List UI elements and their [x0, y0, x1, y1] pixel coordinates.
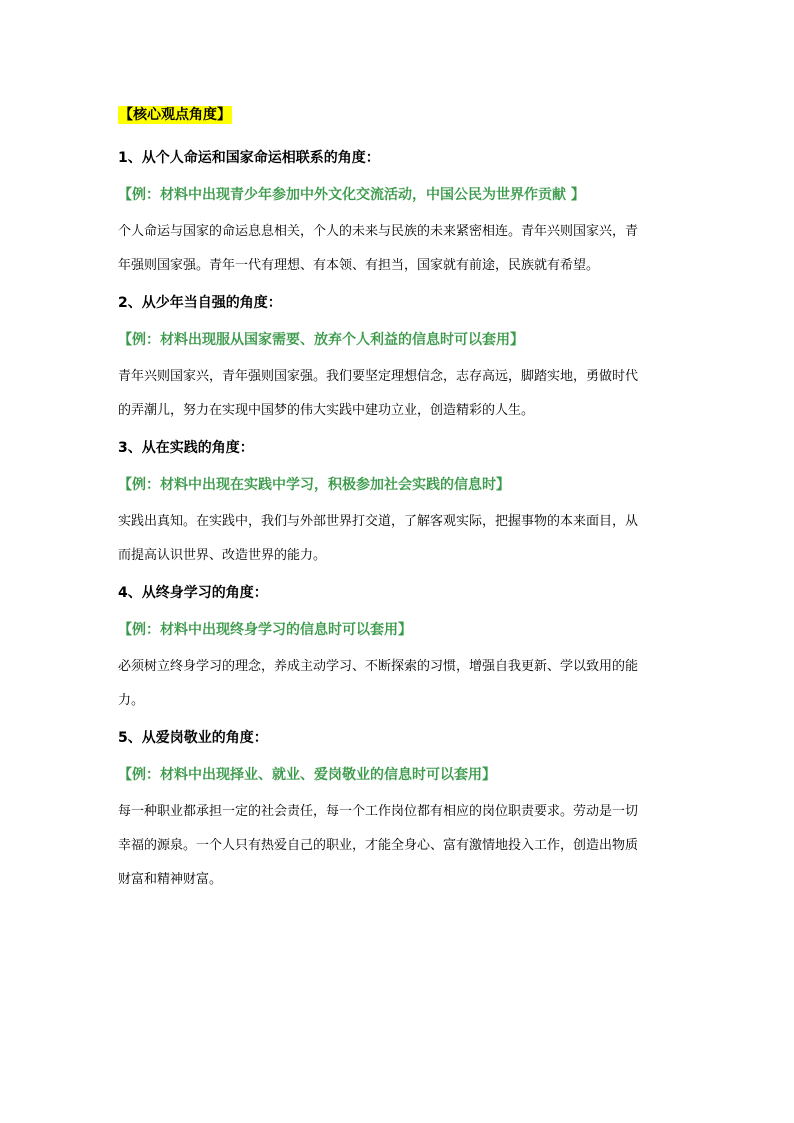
- header-row: [118, 104, 678, 128]
- section-3-example: 【例：材料中出现在实践中学习，积极参加社会实践的信息时】: [118, 477, 510, 493]
- section-4-body-line-1: 必须树立终身学习的理念，养成主动学习、不断探索的习惯，增强自我更新、学以致用的能: [118, 659, 639, 674]
- section-1-body-line-1: 个人命运与国家的命运息息相关，个人的未来与民族的未来紧密相连。青年兴则国家兴，青: [118, 224, 639, 239]
- section-5-body-line-1: 每一种职业都承担一定的社会责任，每一个工作岗位都有相应的岗位职责要求。劳动是一切: [118, 804, 639, 819]
- section-1-heading: 1、从个人命运和国家命运相联系的角度：: [118, 150, 380, 166]
- section-5-heading: 5、从爱岗敬业的角度：: [118, 730, 268, 746]
- section-3-body-line-2: 而提高认识世界、改造世界的能力。: [118, 548, 327, 563]
- section-2-example: 【例：材料出现服从国家需要、放弃个人利益的信息时可以套用】: [118, 332, 524, 348]
- section-1-example: 【例：材料中出现青少年参加中外文化交流活动，中国公民为世界作贡献 】: [118, 187, 585, 203]
- section-4: [118, 583, 678, 718]
- section-3-heading: 3、从在实践的角度：: [118, 440, 254, 456]
- section-3: [118, 438, 678, 573]
- section-2-body-line-2: 的弄潮儿，努力在实现中国梦的伟大实践中建功立业，创造精彩的人生。: [118, 403, 535, 418]
- document-page: [118, 104, 678, 897]
- section-2: [118, 293, 678, 428]
- section-5: [118, 728, 678, 897]
- section-4-heading: 4、从终身学习的角度：: [118, 585, 268, 601]
- section-5-body-line-3: 财富和精神财富。: [118, 872, 223, 887]
- section-1-body-line-2: 年强则国家强。青年一代有理想、有本领、有担当，国家就有前途，民族就有希望。: [118, 258, 600, 273]
- section-5-body-line-2: 幸福的源泉。一个人只有热爱自己的职业，才能全身心、富有激情地投入工作，创造出物质: [118, 838, 639, 853]
- section-title-core-views: 【核心观点角度】: [119, 107, 231, 123]
- section-5-example: 【例：材料中出现择业、就业、爱岗敬业的信息时可以套用】: [118, 767, 496, 783]
- section-3-body-line-1: 实践出真知。在实践中，我们与外部世界打交道，了解客观实际，把握事物的本来面目，从: [118, 514, 639, 529]
- section-1: [118, 148, 678, 283]
- section-2-heading: 2、从少年当自强的角度：: [118, 295, 282, 311]
- section-4-example: 【例：材料中出现终身学习的信息时可以套用】: [118, 622, 412, 638]
- section-4-body-line-2: 力。: [118, 693, 145, 708]
- section-2-body-line-1: 青年兴则国家兴，青年强则国家强。我们要坚定理想信念，志存高远，脚踏实地，勇做时代: [118, 369, 639, 384]
